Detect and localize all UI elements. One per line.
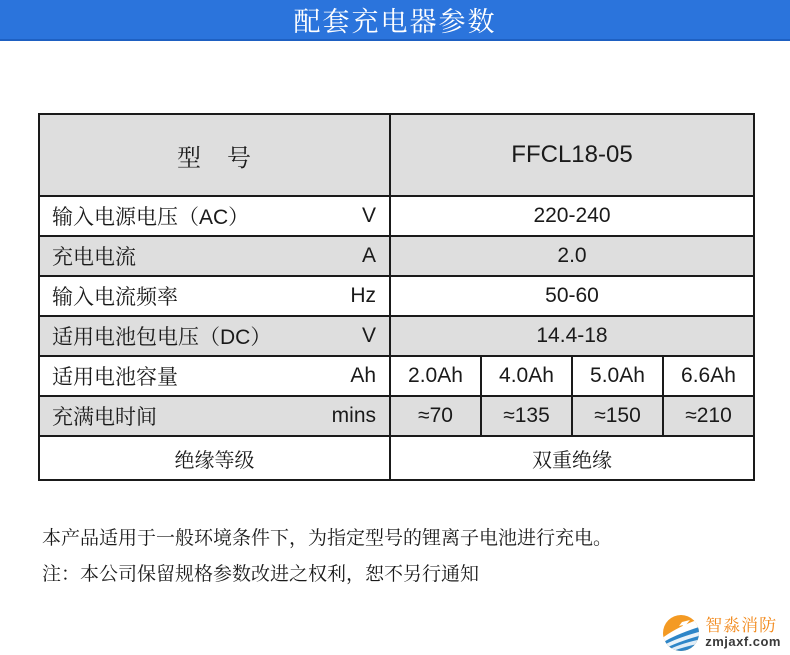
charge-time-value: ≈210 [662, 397, 753, 435]
footnote-line2: 注：本公司保留规格参数改进之权利，恕不另行通知 [42, 564, 480, 585]
spec-value: 14.4-18 [389, 317, 753, 355]
page-header-bar [0, 0, 790, 41]
table-row-model [40, 115, 753, 195]
spec-label-cell [40, 277, 389, 315]
spec-unit: V [361, 204, 376, 227]
table-row [40, 355, 753, 395]
capacity-value: 6.6Ah [662, 357, 753, 395]
capacity-value: 2.0Ah [389, 357, 480, 395]
footnotes [42, 521, 762, 593]
spec-unit: mins [331, 404, 376, 427]
brand-logo-text [705, 617, 781, 648]
spec-unit: Ah [350, 364, 376, 387]
capacity-value: 4.0Ah [480, 357, 571, 395]
spec-label: 适用电池包电压（DC） [52, 326, 272, 349]
spec-label: 输入电源电压（AC） [52, 206, 250, 229]
page-title: 配套充电器参数 [293, 7, 497, 37]
spec-label-cell [40, 197, 389, 235]
spec-label-cell [40, 397, 389, 435]
table-row [40, 195, 753, 235]
footnote-line1: 本产品适用于一般环境条件下，为指定型号的锂离子电池进行充电。 [42, 528, 613, 549]
capacity-value: 5.0Ah [571, 357, 662, 395]
model-label: 型 号 [177, 144, 252, 172]
spec-label: 适用电池容量 [52, 366, 178, 389]
brand-domain[interactable]: zmjaxf.com [705, 634, 781, 650]
table-row [40, 395, 753, 435]
charge-time-value: ≈150 [571, 397, 662, 435]
brand-logo-icon [662, 614, 700, 652]
charge-time-value: ≈70 [389, 397, 480, 435]
spec-value: 220-240 [389, 197, 753, 235]
table-row [40, 275, 753, 315]
charge-time-value: ≈135 [480, 397, 571, 435]
spec-label: 充电电流 [52, 246, 136, 269]
model-value: FFCL18-05 [389, 115, 753, 195]
brand-name: 智淼消防 [705, 616, 778, 636]
spec-value: 50-60 [389, 277, 753, 315]
spec-unit: Hz [350, 284, 376, 307]
spec-unit: A [361, 244, 376, 267]
insulation-label: 绝缘等级 [174, 449, 255, 472]
spec-value: 2.0 [389, 237, 753, 275]
spec-label-cell [40, 357, 389, 395]
charger-spec-table [38, 113, 755, 481]
spec-unit: V [361, 324, 376, 347]
spec-label: 充满电时间 [52, 406, 157, 429]
spec-label: 输入电流频率 [52, 286, 178, 309]
spec-label-cell [40, 317, 389, 355]
table-row [40, 315, 753, 355]
spec-label-cell [40, 237, 389, 275]
insulation-value: 双重绝缘 [389, 437, 753, 479]
table-row [40, 235, 753, 275]
brand-logo[interactable] [662, 614, 781, 652]
table-row-insulation [40, 435, 753, 479]
